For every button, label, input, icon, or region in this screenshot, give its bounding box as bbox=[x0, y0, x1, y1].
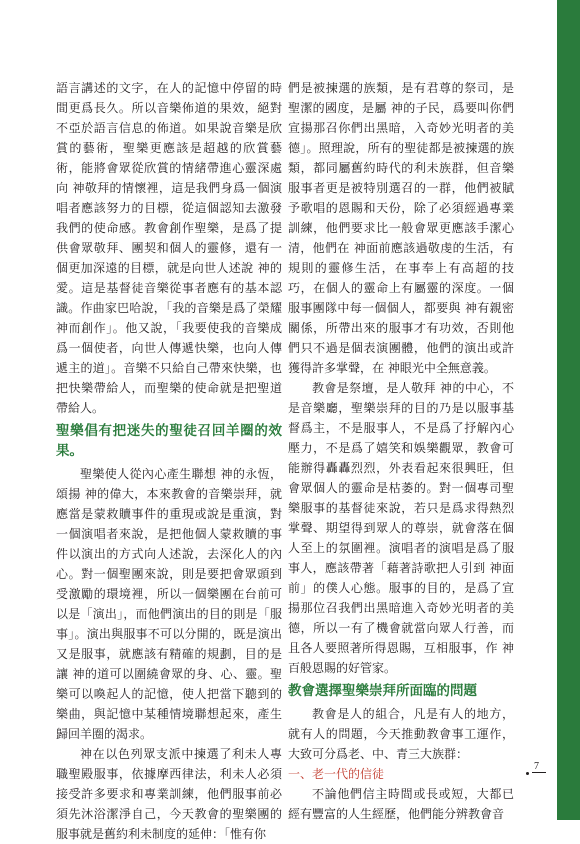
right-column bbox=[288, 78, 514, 824]
footer-rule bbox=[532, 772, 546, 773]
paragraph: 語言講述的文字，在人的記憶中停留的時間更爲長久。所以音樂佈道的果效，絕對不亞於語言信息的佈道。如果說音樂是欣賞的藝術，聖樂更應該是超越的欣賞藝術，能將會眾從欣賞的情緒帶進心靈深處向 神敬拜的情懷裡，這是我們身爲一個演唱者應該努力的目標，從這個認知去激發我們的使命感。教會創作聖樂，是爲了提供會眾敬拜、團契和個人的靈修，還有一個更加深遠的目標，就是向世人述說 神的愛。這是基督徒音樂從事者應有的基本認識。作曲家巴哈說，「我的音樂是爲了榮耀 神而創作」。他又說，「我要使我的音樂成爲一個使者，向世人傳遞快樂，也向人傳遞主的道」。音樂不只給自己帶來快樂，也把快樂帶給人，而聖樂的使命就是把聖道帶給人。 bbox=[56, 81, 282, 415]
side-color-strip bbox=[557, 0, 580, 820]
paragraph: 聖樂使人從內心產生聯想 神的永恆，頌揚 神的偉大，本來教會的音樂崇拜，就應當是蒙救贖事件的重現或說是重演，對一個演唱者來說，是把他個人蒙救贖的事件以演出的方式向人述說，去深化人的內心。對一個聖團來說，則是要把會眾頭到受激勵的環境裡，所以一個樂團在台前可以是「演出」，而他們演出的目的則是「服事」。演出與服事不可以分開的，既是演出又是服事，就應該有精確的規劃，目的是讓 神的道可以圍繞會眾的身、心、靈。聖樂可以喚起人的記憶，使人把當下聽到的樂曲，與記憶中某種情境聯想起來，產生歸回羊圈的渴求。 bbox=[56, 467, 282, 741]
paragraph: 們是被揀選的族類，是有君尊的祭司，是聖潔的國度，是屬 神的子民，爲要叫你們宣揚那召你們出黑暗，入奇妙光明者的美德」。照理說，所有的聖徒都是被揀選的族類，都同屬舊約時代的利未族群，但音樂服事者更是被特別選召的一群，他們被賦予歌唱的恩賜和天份，除了必須經過專業訓練，他們要求比一般會眾更應該手潔心清，他們在 神面前應該過敬虔的生活，有規則的靈修生活，在事奉上有高超的技巧，在個人的靈命上有屬靈的深度。一個服事團隊中每一個個人，都要與 神有親密關係，所帶出來的服事才有功效，否則他們只不過是個表演團體，他們的演出或許獲得許多掌聲，在 神眼光中全無意義。 bbox=[288, 81, 514, 375]
left-column bbox=[56, 78, 282, 844]
footer-dot-icon bbox=[526, 772, 529, 775]
sub-heading: 一、老一代的信徒 bbox=[288, 767, 385, 781]
paragraph: 神在以色列眾支派中揀選了利未人專職聖殿服事，依據摩西律法，利未人必須接受許多要求和專業訓練，他們服事前必須先沐浴潔淨自己，今天教會的聖樂團的服事就是舊約利未制度的延伸：「惟有你 bbox=[56, 747, 282, 841]
paragraph: 教會是人的組合，凡是有人的地方，就有人的問題，今天推動教會事工運作，大致可分爲老、中、青三大族群： bbox=[288, 707, 514, 761]
page-number: 7 bbox=[534, 761, 539, 772]
section-heading: 教會選擇聖樂崇拜所面臨的問題 bbox=[288, 683, 477, 699]
section-heading: 聖樂倡有把迷失的聖徒召回羊圈的效果。 bbox=[56, 423, 282, 459]
paragraph: 不論他們信主時間或長或短，大都已經有豐富的人生經歷，他們能分辨教會音 bbox=[288, 787, 514, 821]
paragraph: 教會是祭壇，是人敬拜 神的中心，不是音樂廳，聖樂崇拜的目的乃是以服事基督爲主，不是服事人，不是爲了抒解內心壓力，不是爲了嬉笑和娛樂觀眾，教會可能辦得轟轟烈烈，外表看起來很興旺，但會眾個人的靈命是枯萎的。對一個專司聖樂服事的基督徒來說，若只是爲求得熱烈掌聲、期望得到眾人的尊崇，就會落在個人至上的氛圍裡。演唱者的演唱是爲了服事人，應該帶著「藉著詩歌把人引到 神面前」的僕人心態。服事的目的，是爲了宣揚那位召我們出黑暗進入奇妙光明者的美德，所以一有了機會就當向眾人行善，而且各人要照著所得恩賜，互相服事，作 神百般恩賜的好管家。 bbox=[288, 381, 514, 675]
